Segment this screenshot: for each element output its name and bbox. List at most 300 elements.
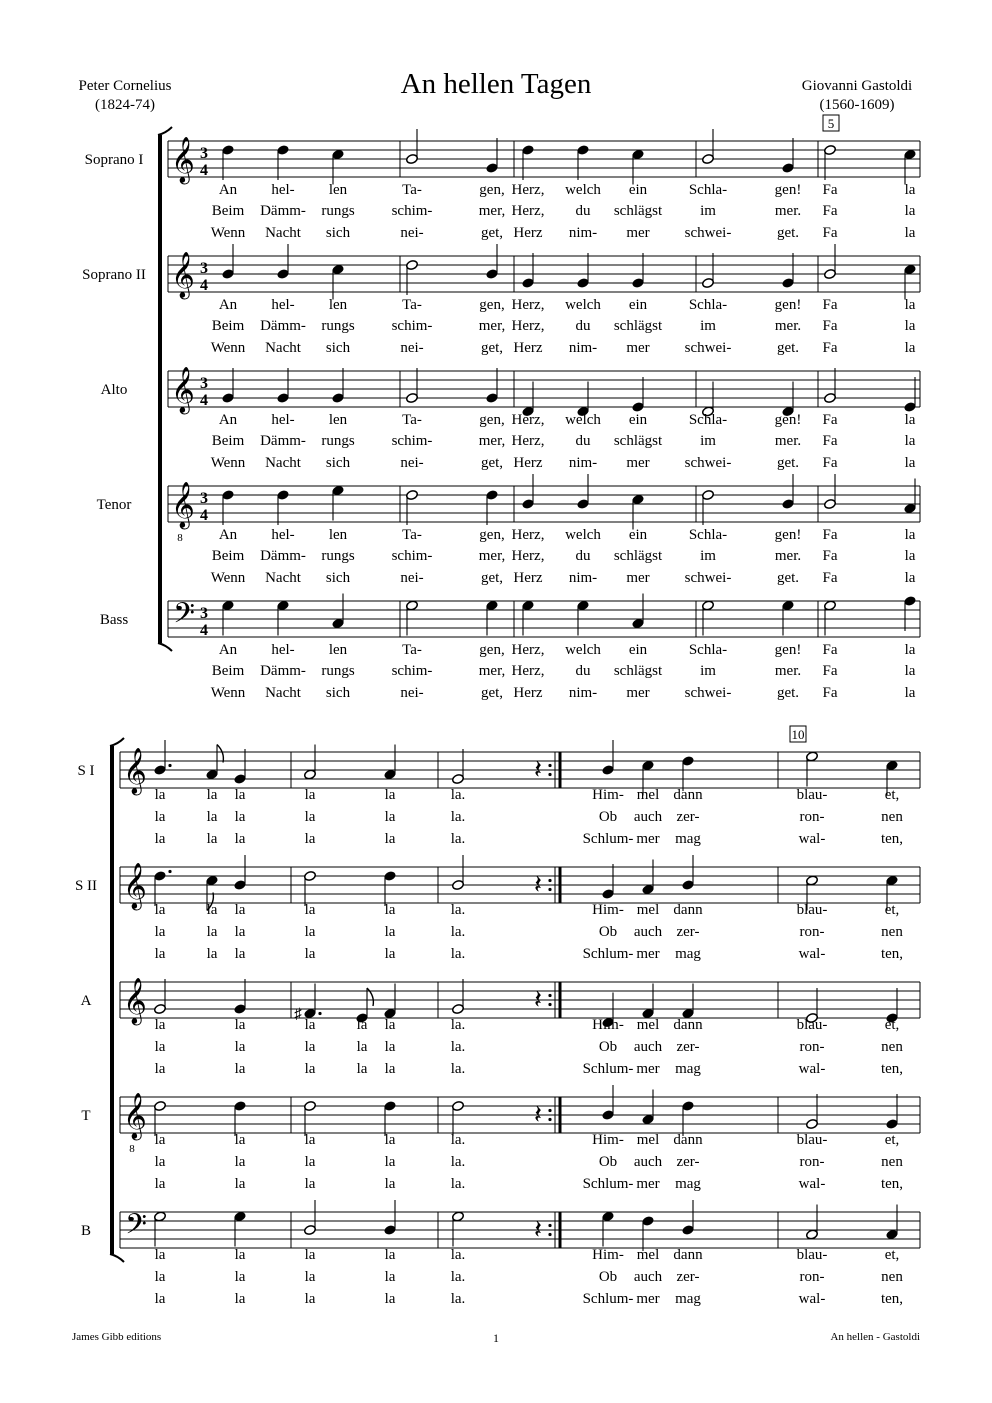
note bbox=[632, 377, 645, 413]
lyric-syllable: et, bbox=[884, 787, 900, 803]
note bbox=[682, 1100, 695, 1136]
lyric-syllable: la bbox=[904, 548, 916, 564]
lyric-syllable: la bbox=[304, 1132, 316, 1148]
staff-a bbox=[81, 978, 920, 1077]
note bbox=[406, 368, 419, 404]
quarter-rest-icon: 𝄽 bbox=[534, 985, 542, 1014]
lyric-syllable: schwei- bbox=[684, 225, 732, 241]
repeat-dot bbox=[548, 764, 551, 767]
lyric-syllable: la bbox=[384, 1291, 396, 1307]
lyric-syllable: mag bbox=[675, 831, 701, 847]
lyric-syllable: la bbox=[206, 924, 218, 940]
lyric-syllable: auch bbox=[633, 809, 663, 825]
lyric-syllable: la bbox=[154, 902, 166, 918]
time-signature-bottom: 4 bbox=[200, 162, 208, 179]
lyric-syllable: Beim bbox=[211, 318, 245, 334]
lyric-syllable: Schla- bbox=[688, 297, 728, 313]
repeat-dot bbox=[548, 1224, 551, 1227]
note bbox=[806, 751, 819, 787]
lyric-syllable: la bbox=[304, 946, 316, 962]
lyric-syllable: la bbox=[904, 663, 916, 679]
lyric-syllable: ein bbox=[628, 527, 648, 543]
system-1 bbox=[82, 115, 920, 701]
lyric-syllable: Fa bbox=[822, 455, 838, 471]
note bbox=[486, 244, 499, 280]
treble-clef-icon: 𝄞 bbox=[171, 252, 195, 297]
lyric-syllable: la bbox=[234, 1247, 246, 1263]
lyric-syllable: Schla- bbox=[688, 182, 728, 198]
lyric-syllable: nim- bbox=[568, 225, 598, 241]
lyric-syllable: hel- bbox=[271, 527, 295, 543]
lyric-syllable: la bbox=[304, 1176, 316, 1192]
lyric-syllable: mer. bbox=[774, 318, 802, 334]
note bbox=[632, 594, 645, 630]
lyric-syllable: Dämm- bbox=[260, 318, 306, 334]
lyric-syllable: mer bbox=[626, 570, 650, 586]
note bbox=[486, 368, 499, 404]
note bbox=[642, 860, 655, 896]
lyric-syllable: Ta- bbox=[402, 412, 422, 428]
lyric-syllable: la bbox=[904, 527, 916, 543]
lyric-syllable: la bbox=[234, 809, 246, 825]
lyric-syllable: la bbox=[234, 831, 246, 847]
lyric-syllable: mel bbox=[636, 902, 660, 918]
lyric-syllable: im bbox=[700, 548, 716, 564]
lyric-syllable: mag bbox=[675, 1291, 701, 1307]
lyric-syllable: Fa bbox=[822, 527, 838, 543]
lyric-syllable: la bbox=[304, 1154, 316, 1170]
note bbox=[632, 253, 645, 289]
lyric-syllable: welch bbox=[565, 182, 601, 198]
lyric-syllable: la bbox=[234, 924, 246, 940]
lyric-syllable: zer- bbox=[676, 1154, 700, 1170]
lyric-syllable: la bbox=[234, 1291, 246, 1307]
note bbox=[277, 368, 290, 404]
lyric-syllable: la bbox=[904, 433, 916, 449]
lyric-syllable: rungs bbox=[321, 663, 355, 679]
time-signature-top: 3 bbox=[200, 375, 208, 392]
note bbox=[234, 979, 247, 1015]
lyric-syllable: Schla- bbox=[688, 412, 728, 428]
lyric-syllable: nei- bbox=[400, 685, 424, 701]
lyric-syllable: schwei- bbox=[684, 685, 732, 701]
note bbox=[332, 485, 345, 521]
lyric-syllable: la bbox=[304, 809, 316, 825]
lyric-syllable: Herz, bbox=[511, 527, 545, 543]
lyric-syllable: Ob bbox=[598, 809, 618, 825]
lyric-syllable: rungs bbox=[321, 203, 355, 219]
lyric-syllable: la bbox=[904, 642, 916, 658]
lyric-syllable: Wenn bbox=[210, 340, 246, 356]
lyric-syllable: et, bbox=[884, 902, 900, 918]
note bbox=[904, 595, 917, 631]
note bbox=[452, 855, 465, 891]
composer-name: Giovanni Gastoldi bbox=[801, 78, 913, 94]
note bbox=[384, 984, 397, 1020]
lyric-syllable: la bbox=[904, 570, 916, 586]
note bbox=[332, 368, 345, 404]
lyric-syllable: mer, bbox=[478, 663, 506, 679]
note bbox=[384, 745, 397, 781]
note bbox=[886, 1205, 899, 1241]
lyric-syllable: la bbox=[904, 455, 916, 471]
lyric-syllable: et, bbox=[884, 1017, 900, 1033]
lyric-syllable: len bbox=[328, 527, 348, 543]
lyric-syllable: la bbox=[206, 831, 218, 847]
system-2 bbox=[75, 726, 920, 1307]
lyric-syllable: Fa bbox=[822, 433, 838, 449]
lyric-syllable: Schlum- bbox=[582, 1291, 634, 1307]
note bbox=[642, 1090, 655, 1126]
footer-publisher: James Gibb editions bbox=[72, 1331, 162, 1343]
note bbox=[782, 138, 795, 174]
lyricist-dates: (1824-74) bbox=[95, 97, 155, 113]
lyric-syllable: Schlum- bbox=[582, 946, 634, 962]
lyric-syllable: mer bbox=[626, 685, 650, 701]
note bbox=[904, 377, 917, 413]
note bbox=[222, 368, 235, 404]
lyric-syllable: get. bbox=[776, 570, 800, 586]
lyric-syllable: du bbox=[575, 433, 591, 449]
lyric-syllable: ron- bbox=[799, 1269, 825, 1285]
lyric-syllable: sich bbox=[325, 455, 351, 471]
lyric-syllable: mer. bbox=[774, 433, 802, 449]
lyric-syllable: nei- bbox=[400, 340, 424, 356]
octave-eight-icon: 8 bbox=[177, 532, 183, 544]
lyric-syllable: hel- bbox=[271, 182, 295, 198]
lyric-syllable: mer. bbox=[774, 663, 802, 679]
lyric-syllable: dann bbox=[673, 787, 703, 803]
note bbox=[234, 1211, 247, 1247]
lyric-syllable: blau- bbox=[796, 1017, 828, 1033]
lyric-syllable: la bbox=[904, 203, 916, 219]
lyric-syllable: ten, bbox=[880, 1061, 904, 1077]
lyric-syllable: la bbox=[384, 1269, 396, 1285]
voice-label: S I bbox=[77, 763, 95, 779]
lyric-syllable: la bbox=[154, 809, 166, 825]
lyric-syllable: nen bbox=[881, 809, 903, 825]
lyric-syllable: Beim bbox=[211, 433, 245, 449]
lyric-syllable: mel bbox=[636, 787, 660, 803]
repeat-dot bbox=[548, 994, 551, 997]
note bbox=[577, 600, 590, 636]
lyric-syllable: gen! bbox=[774, 182, 802, 198]
repeat-dot bbox=[548, 1118, 551, 1121]
lyric-syllable: Wenn bbox=[210, 455, 246, 471]
repeat-dot bbox=[548, 773, 551, 776]
lyric-syllable: la bbox=[154, 787, 166, 803]
lyric-syllable: la bbox=[154, 1291, 166, 1307]
lyric-syllable: wal- bbox=[798, 1176, 826, 1192]
lyric-syllable: mer, bbox=[478, 203, 506, 219]
lyric-syllable: Schla- bbox=[688, 527, 728, 543]
octave-eight-icon: 8 bbox=[129, 1143, 135, 1155]
lyric-syllable: la bbox=[234, 946, 246, 962]
lyric-syllable: wal- bbox=[798, 1061, 826, 1077]
lyric-syllable: get. bbox=[776, 340, 800, 356]
note bbox=[304, 870, 317, 906]
lyric-syllable: get, bbox=[480, 570, 504, 586]
lyric-syllable: la bbox=[904, 412, 916, 428]
bracket-top-hook bbox=[158, 127, 172, 135]
lyric-syllable: zer- bbox=[676, 809, 700, 825]
lyric-syllable: Ta- bbox=[402, 297, 422, 313]
lyric-syllable: Beim bbox=[211, 548, 245, 564]
staff-soprano-ii bbox=[82, 244, 920, 356]
note-dot bbox=[168, 764, 171, 767]
note bbox=[824, 600, 837, 636]
lyric-syllable: Fa bbox=[822, 642, 838, 658]
lyric-syllable: Ob bbox=[598, 1269, 618, 1285]
time-signature-bottom: 4 bbox=[200, 392, 208, 409]
repeat-dot bbox=[548, 1109, 551, 1112]
lyric-syllable: nei- bbox=[400, 225, 424, 241]
staff-tenor bbox=[97, 474, 920, 586]
lyric-syllable: Herz bbox=[513, 225, 543, 241]
lyric-syllable: la bbox=[384, 1017, 396, 1033]
lyric-syllable: la bbox=[154, 1061, 166, 1077]
lyric-syllable: Dämm- bbox=[260, 663, 306, 679]
lyric-syllable: im bbox=[700, 318, 716, 334]
lyric-syllable: ron- bbox=[799, 809, 825, 825]
lyric-syllable: wal- bbox=[798, 946, 826, 962]
lyric-syllable: Nacht bbox=[265, 570, 301, 586]
note bbox=[277, 244, 290, 280]
lyric-syllable: hel- bbox=[271, 412, 295, 428]
note bbox=[452, 1100, 465, 1136]
lyric-syllable: Herz, bbox=[511, 642, 545, 658]
lyric-syllable: la bbox=[154, 1269, 166, 1285]
lyric-syllable: Ta- bbox=[402, 527, 422, 543]
lyric-syllable: gen, bbox=[479, 412, 505, 428]
lyric-syllable: gen! bbox=[774, 297, 802, 313]
lyric-syllable: get, bbox=[480, 685, 504, 701]
lyric-syllable: la bbox=[154, 1017, 166, 1033]
lyric-syllable: mag bbox=[675, 1176, 701, 1192]
lyric-syllable: la bbox=[154, 1176, 166, 1192]
lyric-syllable: Beim bbox=[211, 203, 245, 219]
note bbox=[682, 1200, 695, 1236]
voice-label: Bass bbox=[99, 612, 129, 628]
lyric-syllable: la bbox=[384, 1132, 396, 1148]
voice-label: S II bbox=[74, 878, 98, 894]
note bbox=[154, 979, 167, 1015]
lyric-syllable: mer bbox=[626, 455, 650, 471]
note bbox=[642, 1215, 655, 1251]
note bbox=[702, 489, 715, 525]
lyric-syllable: Fa bbox=[822, 570, 838, 586]
note bbox=[406, 129, 419, 165]
note bbox=[222, 244, 235, 280]
lyric-syllable: la bbox=[304, 1291, 316, 1307]
note bbox=[602, 1211, 615, 1247]
lyric-syllable: la bbox=[154, 831, 166, 847]
lyric-syllable: mer bbox=[636, 831, 660, 847]
lyric-syllable: An bbox=[218, 297, 238, 313]
footer-title: An hellen - Gastoldi bbox=[830, 1331, 920, 1343]
lyric-syllable: la bbox=[234, 902, 246, 918]
note bbox=[577, 474, 590, 510]
lyric-syllable: la bbox=[356, 1017, 368, 1033]
lyric-syllable: auch bbox=[633, 1269, 663, 1285]
lyric-syllable: Herz bbox=[513, 685, 543, 701]
note bbox=[384, 870, 397, 906]
lyric-syllable: ten, bbox=[880, 831, 904, 847]
lyric-syllable: mer bbox=[636, 946, 660, 962]
lyric-syllable: mer bbox=[636, 1176, 660, 1192]
lyric-syllable: la bbox=[384, 1061, 396, 1077]
lyric-syllable: len bbox=[328, 182, 348, 198]
lyric-syllable: len bbox=[328, 642, 348, 658]
staff-b bbox=[81, 1200, 920, 1307]
lyric-syllable: rungs bbox=[321, 433, 355, 449]
note-flag bbox=[217, 745, 223, 763]
lyric-syllable: Schla- bbox=[688, 642, 728, 658]
lyric-syllable: nim- bbox=[568, 455, 598, 471]
lyric-syllable: Fa bbox=[822, 318, 838, 334]
lyric-syllable: Herz, bbox=[511, 663, 545, 679]
lyric-syllable: la bbox=[304, 1039, 316, 1055]
note bbox=[602, 1085, 615, 1121]
lyric-syllable: dann bbox=[673, 1017, 703, 1033]
note bbox=[886, 1094, 899, 1130]
lyric-syllable: len bbox=[328, 297, 348, 313]
lyric-syllable: get, bbox=[480, 455, 504, 471]
lyric-syllable: sich bbox=[325, 685, 351, 701]
lyric-syllable: schlägst bbox=[613, 203, 663, 219]
quarter-rest-icon: 𝄽 bbox=[534, 755, 542, 784]
lyric-syllable: la bbox=[234, 1269, 246, 1285]
treble-clef-icon: 𝄞 bbox=[123, 1093, 147, 1138]
lyric-syllable: la. bbox=[450, 1039, 466, 1055]
note bbox=[406, 489, 419, 525]
lyric-syllable: du bbox=[575, 548, 591, 564]
lyric-syllable: len bbox=[328, 412, 348, 428]
lyric-syllable: nen bbox=[881, 1154, 903, 1170]
note bbox=[577, 253, 590, 289]
lyric-syllable: sich bbox=[325, 340, 351, 356]
lyric-syllable: auch bbox=[633, 1154, 663, 1170]
note bbox=[154, 1100, 167, 1136]
lyric-syllable: la. bbox=[450, 1132, 466, 1148]
voice-label: Alto bbox=[100, 382, 128, 398]
lyric-syllable: sich bbox=[325, 570, 351, 586]
note bbox=[222, 489, 235, 525]
lyric-syllable: An bbox=[218, 642, 238, 658]
treble-clef-icon: 𝄞 bbox=[171, 367, 195, 412]
lyric-syllable: mel bbox=[636, 1247, 660, 1263]
lyric-syllable: get, bbox=[480, 340, 504, 356]
note bbox=[632, 149, 645, 185]
lyric-syllable: auch bbox=[633, 1039, 663, 1055]
lyric-syllable: welch bbox=[565, 412, 601, 428]
note-dot bbox=[318, 1012, 321, 1015]
note bbox=[602, 740, 615, 776]
note bbox=[304, 745, 317, 781]
lyric-syllable: la. bbox=[450, 1154, 466, 1170]
note bbox=[486, 138, 499, 174]
lyric-syllable: Herz, bbox=[511, 548, 545, 564]
note bbox=[406, 259, 419, 295]
note bbox=[406, 600, 419, 636]
lyric-syllable: ten, bbox=[880, 1291, 904, 1307]
lyric-syllable: la bbox=[904, 182, 916, 198]
note bbox=[577, 144, 590, 180]
lyric-syllable: la. bbox=[450, 787, 466, 803]
note bbox=[304, 1200, 317, 1236]
lyric-syllable: mer, bbox=[478, 433, 506, 449]
staff-soprano-i bbox=[85, 129, 920, 241]
staff-t bbox=[81, 1085, 920, 1192]
lyric-syllable: An bbox=[218, 412, 238, 428]
lyric-syllable: ein bbox=[628, 412, 648, 428]
quarter-rest-icon: 𝄽 bbox=[534, 1100, 542, 1129]
lyric-syllable: gen! bbox=[774, 642, 802, 658]
voice-label: Soprano II bbox=[82, 267, 146, 283]
lyric-syllable: du bbox=[575, 663, 591, 679]
note bbox=[277, 600, 290, 636]
lyric-syllable: la bbox=[904, 685, 916, 701]
lyric-syllable: Ob bbox=[598, 924, 618, 940]
lyric-syllable: la. bbox=[450, 1017, 466, 1033]
lyric-syllable: Wenn bbox=[210, 685, 246, 701]
lyric-syllable: nen bbox=[881, 1269, 903, 1285]
lyric-syllable: la bbox=[234, 1039, 246, 1055]
note bbox=[154, 870, 172, 906]
lyric-syllable: Him- bbox=[592, 1132, 624, 1148]
lyric-syllable: im bbox=[700, 203, 716, 219]
lyric-syllable: nei- bbox=[400, 570, 424, 586]
lyric-syllable: mer bbox=[626, 225, 650, 241]
lyric-syllable: welch bbox=[565, 527, 601, 543]
staff-alto bbox=[101, 367, 920, 471]
page-title: An hellen Tagen bbox=[400, 68, 592, 100]
lyric-syllable: rungs bbox=[321, 318, 355, 334]
time-signature-top: 3 bbox=[200, 605, 208, 622]
lyric-syllable: nei- bbox=[400, 455, 424, 471]
lyric-syllable: blau- bbox=[796, 787, 828, 803]
lyric-syllable: Herz, bbox=[511, 318, 545, 334]
lyric-syllable: la. bbox=[450, 809, 466, 825]
lyric-syllable: schim- bbox=[391, 318, 433, 334]
note bbox=[904, 149, 917, 185]
lyric-syllable: du bbox=[575, 318, 591, 334]
voice-label: Tenor bbox=[96, 497, 132, 513]
lyric-syllable: Dämm- bbox=[260, 548, 306, 564]
lyric-syllable: Ta- bbox=[402, 642, 422, 658]
treble-clef-icon: 𝄞 bbox=[123, 748, 147, 793]
lyric-syllable: Fa bbox=[822, 297, 838, 313]
note bbox=[782, 474, 795, 510]
lyric-syllable: Beim bbox=[211, 663, 245, 679]
lyric-syllable: Him- bbox=[592, 1247, 624, 1263]
lyric-syllable: wal- bbox=[798, 1291, 826, 1307]
bracket-top-hook bbox=[110, 738, 124, 746]
lyric-syllable: la bbox=[206, 946, 218, 962]
lyric-syllable: Ob bbox=[598, 1154, 618, 1170]
lyric-syllable: la bbox=[384, 924, 396, 940]
lyric-syllable: Ob bbox=[598, 1039, 618, 1055]
lyric-syllable: la bbox=[304, 902, 316, 918]
lyric-syllable: la bbox=[304, 1017, 316, 1033]
lyric-syllable: la bbox=[384, 1176, 396, 1192]
treble-clef-icon: 𝄞 bbox=[123, 978, 147, 1023]
note bbox=[486, 600, 499, 636]
note bbox=[234, 1100, 247, 1136]
note bbox=[904, 264, 917, 300]
note bbox=[206, 745, 224, 781]
lyric-syllable: Him- bbox=[592, 1017, 624, 1033]
